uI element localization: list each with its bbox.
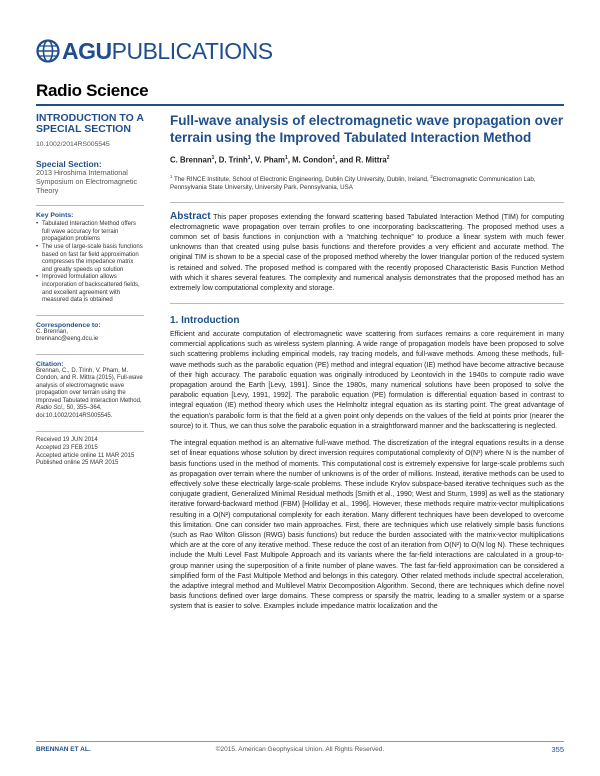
- running-author: BRENNAN ET AL.: [36, 746, 91, 753]
- sidebar-divider: [36, 354, 144, 355]
- sidebar: [36, 113, 144, 468]
- author-list: C. Brennan$^1$, D. Trinh$^1$, V. Pham$^1$, M. Condon$^1$, and R. Mittra$^2$: [170, 155, 390, 165]
- citation-part2: 50, 355–364, doi:10.1002/2014RS005545.: [36, 405, 113, 420]
- citation-text: [36, 368, 144, 421]
- logo-primary: AGU: [62, 37, 112, 64]
- author-name: C. Brennan: [170, 155, 212, 165]
- header-divider: [36, 104, 564, 106]
- paragraph: Efficient and accurate computation of electromagnetic wave scattering from surfaces remains a core requirement in many commercial applications such as wireless system planning. A wide range of propagation models have been proposed to solve such scattering problems including empirical models, ray tracing models, and full-wave methods. Among these methods, full-wave methods such as the parabolic equation (PE) method and integral equation (IE) method have become attractive because of their high accuracy. The parabolic equation was originally introduced by Leontovich in the 1940s to compute radio wave propagation around the Earth [Levy, 1991]. Since the 1980s, many numerical solutions have been proposed to solve the parabolic equation [Levy, 1991, 1992]. The parabolic equation (PE) formulation is differential equation based in contrast to integral equation (IE) method theory which uses the Helmholtz integral equation as its starting point. The great advantage of the equation's parabolic form is that the field at a given point only depends on the values of the field at points prior (nearer the source) to it. Thus, we can thus solve the parabolic equation in a straightforward manner and the backscattering is neglected.: [170, 331, 564, 430]
- sidebar-divider: [36, 315, 144, 316]
- main-divider: [170, 303, 564, 304]
- affiliation-sup: 2: [430, 173, 433, 179]
- author-name: R. Mittra: [355, 155, 387, 165]
- page-number: 355: [551, 745, 564, 754]
- correspondence-name: C. Brennan,: [36, 328, 69, 335]
- journal-title: Radio Science: [36, 81, 149, 100]
- globe-icon: [36, 39, 60, 63]
- affiliation-2: Electromagnetic Communication Lab, Pennsylvania State University, University Park, Pennsylvania, USA: [170, 175, 536, 192]
- date-accepted-online: Accepted article online 11 MAR 2015: [36, 452, 135, 459]
- abstract-label: Abstract: [170, 210, 211, 222]
- author-name: V. Pham: [254, 155, 285, 165]
- affiliations: [170, 173, 564, 193]
- affiliation-1: The RINCE Institute, School of Electronic Engineering, Dublin City University, Dublin, Ireland,: [173, 175, 429, 183]
- sidebar-divider: [36, 431, 144, 432]
- paragraph: The integral equation method is an alternative full-wave method. The discretization of the integral equations results in a dense set of linear equations whose solution by direct inversion requires computational complexity of O(N³) where N is the number of basis functions used in the method of moments. This computational cost is extremely expensive for large-scale problems such as propagation over terrain where the number of unknowns is of the order of millions. Instead, iterative methods can be used to effectively solve these electrically large-scale problems. These include Krylov subspace-based iterative techniques such as the conjugate gradient, Generalized Minimal Residual methods [Smith et al., 1990; West and Sturm, 1999] as well as the stationary iterative forward-backward method (FBM) [Holliday et al., 1996]. However, these methods require matrix-vector multiplications resulting in a O(N²) computational complexity for each iteration. Many different techniques have been developed to overcome this limitation. One can consider two main approaches. First, there are techniques which use relatively simple basis functions (such as Rao Wilton Glisson (RWG) basis functions) but reduce the burden associated with the matrix-vector multiplications which are at the core of any iterative method. These reduce the cost of an iteration from O(N²) to O(N log N). These techniques include the Multi Level Fast Multipole Approach and its variants where the far-field interactions are calculated in a group-to-group manner using the superposition of a finite number of plane waves. The fast far-field approximation can be considered a simplified form of the Fast Multipole Method and belongs in this category. Other related methods include spectral acceleration, the adaptive integral method and Multilevel Matrix Decomposition Algorithm. Second, there are techniques which define novel basis functions defined over large domains. These compress or sparsify the matrix, leading to a smaller system or a sparse system that is easier to solve. Examples include impedance matrix localization and the: [170, 440, 564, 611]
- key-points-list: [36, 221, 144, 305]
- key-points-label: Key Points:: [36, 212, 74, 220]
- affiliation-sup: 1: [170, 173, 173, 179]
- author-sup: 1: [247, 155, 251, 161]
- citation-label: Citation:: [36, 360, 64, 368]
- sidebar-divider: [36, 205, 144, 206]
- author-sup: 1: [284, 155, 288, 161]
- main-divider: [170, 202, 564, 203]
- author-sup: 1: [332, 155, 336, 161]
- article-main: [170, 113, 564, 613]
- agu-logo: [36, 36, 273, 66]
- date-accepted: Accepted 23 FEB 2015: [36, 445, 98, 452]
- special-section-text: 2013 Hiroshima International Symposium on Electromagnetic Theory: [36, 168, 138, 195]
- logo-secondary: PUBLICATIONS: [111, 37, 273, 64]
- doi[interactable]: 10.1002/2014RS005545: [36, 141, 110, 148]
- key-point: • Tabulated Interaction Method offers full wave accuracy for terrain propagation problems: [36, 221, 144, 244]
- citation-journal: Radio Sci.,: [36, 405, 66, 412]
- correspondence-email[interactable]: brennanc@eeng.dcu.ie: [36, 336, 99, 343]
- key-point: • Improved formulation allows incorporation of backscattered fields, and excellent agreement with measured data is obtained: [36, 274, 144, 304]
- correspondence-label: Correspondence to:: [36, 321, 101, 329]
- abstract: [170, 212, 564, 295]
- author-name: D. Trinh: [218, 155, 248, 165]
- key-point: • The use of large-scale basis functions based on fast far field approximation compresses the impedance matrix and greatly speeds up solution: [36, 244, 144, 274]
- abstract-text: This paper proposes extending the forward scattering based Tabulated Interaction Method (TIM) for computing electromagnetic wave propagation over terrain profiles to one incorporating backscattering. The proposed method uses a common set of basis functions in conjunction with a “matching technique” to produce a linear system with much fewer unknowns than that created using pulse basis functions and therefore provides a very efficient and accurate method. The original TIM is shown to be a special case of the proposed method whereby the lower triangular portion of the reduced system is retained and solved. The proposed method is compared with the recently proposed Characteristic Basis Function Method with which it shares several features. The complexity and numerical analysis demonstrates that the proposed method has an extremely low computational complexity and storage.: [170, 213, 564, 293]
- author-sup: 2: [386, 155, 390, 161]
- section-heading: 1. Introduction: [170, 315, 240, 327]
- history-dates: [36, 437, 144, 467]
- date-published: Published online 25 MAR 2015: [36, 460, 119, 467]
- special-section-heading: INTRODUCTION TO A SPECIAL SECTION: [36, 112, 144, 135]
- special-section-label: Special Section:: [36, 159, 102, 169]
- copyright: ©2015. American Geophysical Union. All Rights Reserved.: [215, 746, 385, 753]
- date-received: Received 19 JUN 2014: [36, 437, 98, 444]
- author-name: M. Condon: [292, 155, 333, 165]
- citation-part1: Brennan, C., D. Trinh, V. Pham, M. Condon, and R. Mittra (2015), Full-wave analysis of electromagnetic wave propagation over terrain using the Improved Tabulated Interaction Method,: [36, 367, 143, 404]
- article-title: Full-wave analysis of electromagnetic wave propagation over terrain using the Improved Tabulated Interaction Method: [170, 113, 564, 145]
- author-sup: 1: [211, 155, 215, 161]
- footer-divider: [36, 741, 564, 742]
